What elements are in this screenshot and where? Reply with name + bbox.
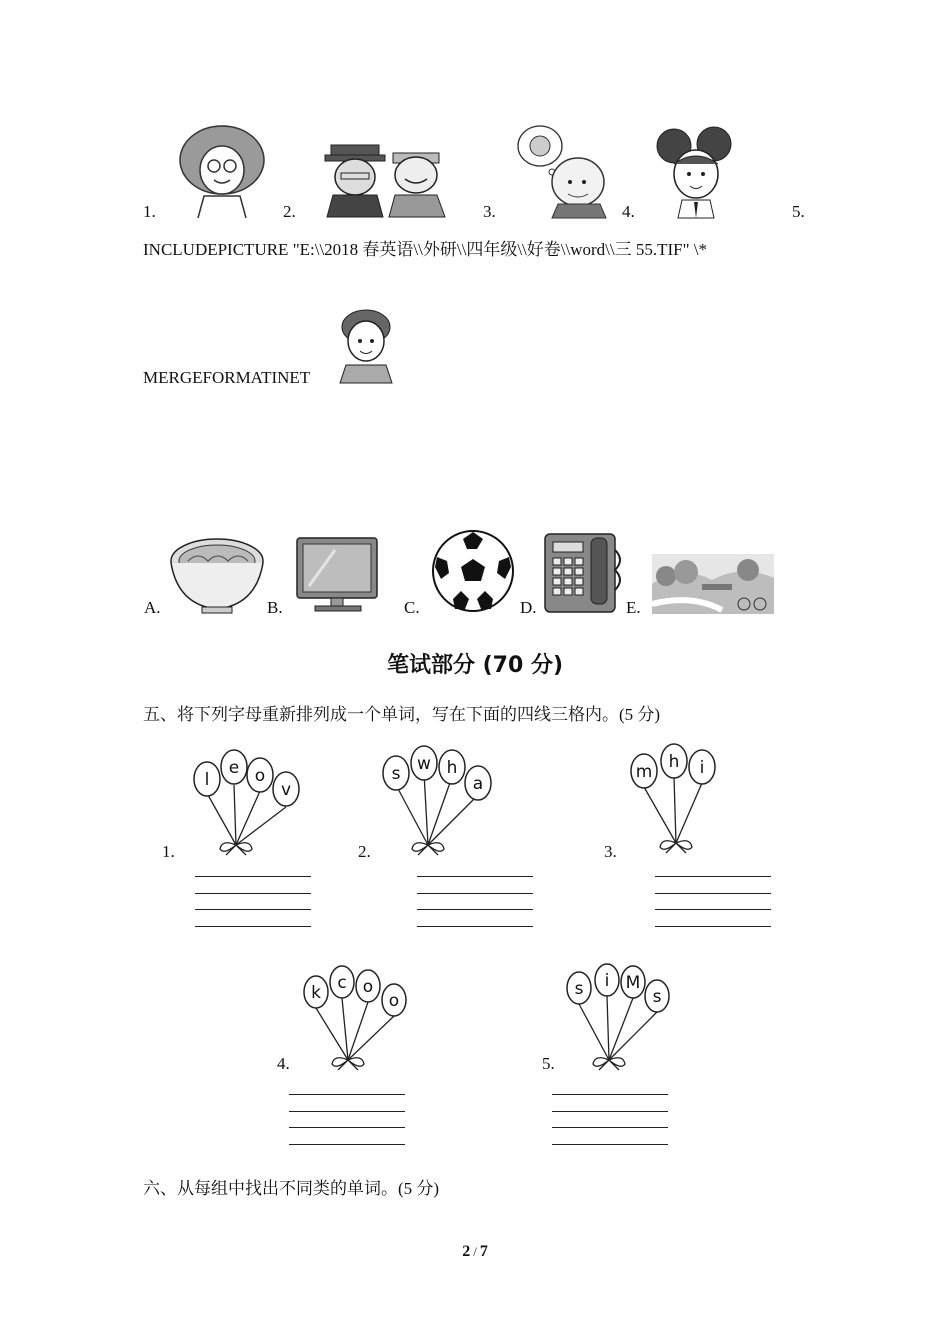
soccer-ball-icon (431, 529, 515, 613)
option-label-c: C. (404, 598, 420, 617)
balloon-letter: v (280, 780, 292, 800)
option-label-d: D. (520, 598, 537, 617)
q5-item-label-5: 5. (542, 1054, 555, 1073)
letter-balloons-icon (300, 960, 412, 1072)
picture-label-3: 3. (483, 202, 496, 221)
balloon-letter: o (388, 991, 400, 1011)
computer-monitor-icon (295, 536, 381, 614)
page-number (0, 1243, 950, 1261)
park-scene-icon (652, 554, 774, 614)
balloon-letter: o (254, 766, 266, 786)
page-separator: / (473, 1244, 477, 1259)
balloon-letter: k (311, 983, 321, 1003)
balloon-letter: s (391, 764, 401, 784)
q5-item-label-3: 3. (604, 842, 617, 861)
four-line-writing-grid[interactable] (552, 1094, 668, 1160)
page-total: 7 (479, 1243, 488, 1260)
four-line-writing-grid[interactable] (655, 876, 771, 942)
balloon-letter: m (635, 762, 653, 782)
boy-portrait-icon (338, 309, 394, 383)
option-label-a: A. (144, 598, 161, 617)
balloon-letter: l (204, 770, 210, 790)
picture-label-4: 4. (622, 202, 635, 221)
balloon-letter: M (625, 973, 641, 993)
balloon-letter: i (699, 758, 705, 778)
letter-balloons-icon (563, 960, 675, 1072)
q5-item-label-2: 2. (358, 842, 371, 861)
letter-balloons-icon (380, 745, 500, 857)
balloon-letter: w (417, 754, 431, 774)
field-code-includepicture: INCLUDEPICTURE "E:\\2018 春英语\\外研\\四年级\\好卷\\word\\三 55.TIF" \* (143, 240, 708, 259)
balloon-letter: i (604, 971, 610, 991)
balloon-letter: s (652, 987, 662, 1007)
balloon-letter: o (362, 977, 374, 997)
girl-curly-hair-icon (176, 124, 268, 218)
option-label-e: E. (626, 598, 641, 617)
balloon-letter: c (337, 973, 347, 993)
letter-balloons-icon (190, 745, 302, 857)
picture-label-1: 1. (143, 202, 156, 221)
option-label-b: B. (267, 598, 283, 617)
girl-buns-icon (656, 128, 734, 218)
balloon-letter: e (228, 758, 240, 778)
q5-item-label-4: 4. (277, 1054, 290, 1073)
q5-item-label-1: 1. (162, 842, 175, 861)
balloon-letter: h (668, 752, 680, 772)
balloon-letter: a (472, 774, 484, 794)
field-code-mergeformat: MERGEFORMATINET (143, 368, 311, 387)
balloon-letter: h (446, 758, 458, 778)
four-line-writing-grid[interactable] (195, 876, 311, 942)
four-line-writing-grid[interactable] (417, 876, 533, 942)
letter-balloons-icon (626, 743, 722, 855)
picture-label-2: 2. (283, 202, 296, 221)
balloon-letter: s (574, 979, 584, 999)
picture-label-5: 5. (792, 202, 805, 221)
question-five-instruction: 五、将下列字母重新排列成一个单词，写在下面的四线三格内。(5 分) (143, 705, 661, 724)
baby-thinking-icon (516, 124, 608, 218)
noodle-bowl-icon (168, 535, 266, 615)
grandparents-icon (325, 145, 447, 217)
four-line-writing-grid[interactable] (289, 1094, 405, 1160)
telephone-icon (543, 530, 629, 614)
written-part-title: 笔试部分 (70 分) (386, 653, 564, 678)
question-six-instruction: 六、从每组中找出不同类的单词。(5 分) (143, 1179, 440, 1198)
page-current: 2 (462, 1243, 471, 1260)
